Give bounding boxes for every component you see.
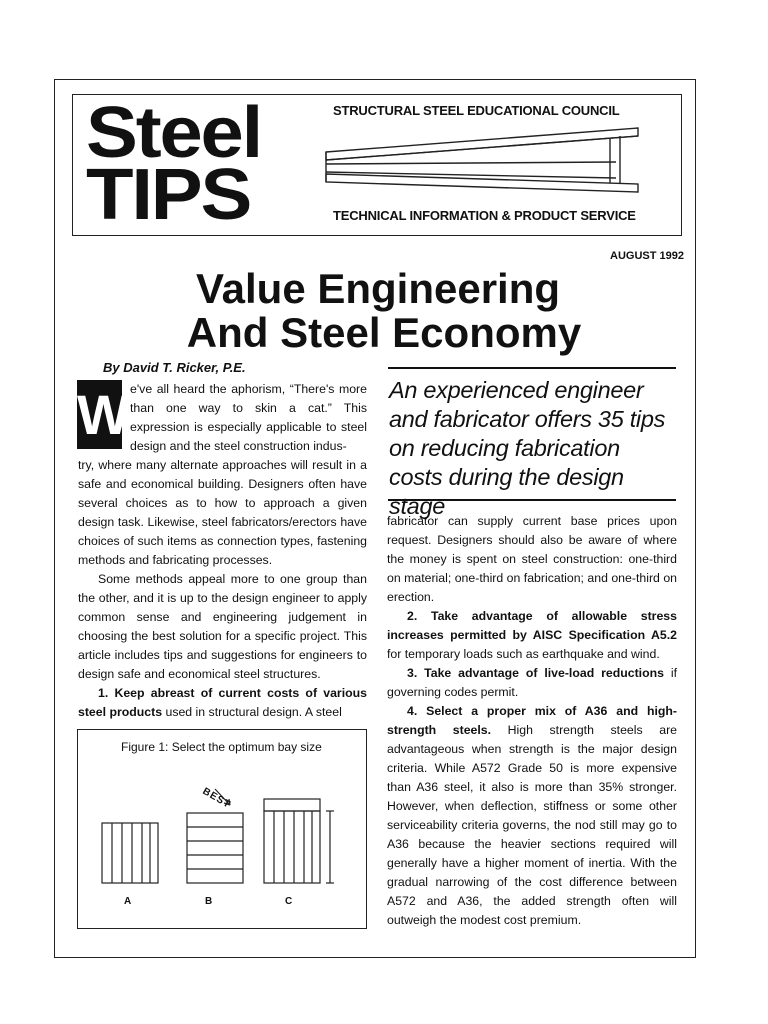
figure-label-a: A	[124, 896, 132, 907]
intro-paragraph-rest: try, where many alternate approaches will result in a safe and economical building. Designers often have several choices as to how to approach a given design task. Likewise, steel fabricators/erectors have choices of such items as connection types, fastening methods and fabricating processes.	[78, 458, 367, 567]
figure-label-c: C	[285, 896, 293, 907]
tip-2-heading: 2. Take advantage of allowable stress increases permitted by AISC Specification A5.2	[387, 609, 677, 642]
tip-1-text: used in structural design. A steel	[162, 705, 342, 719]
logo-tips: TIPS	[86, 155, 251, 235]
right-column	[387, 512, 677, 930]
tip-1	[78, 684, 367, 722]
i-beam-illustration	[320, 122, 640, 202]
pull-quote: An experienced engineer and fabricator offers 35 tips on reducing fabrication costs during the design stage	[389, 377, 666, 519]
tip-4-text: High strength steels are advantageous when strength is the major design criteria. While A572 Grade 50 is more expensive than A36 steel, it also is more than 35% stronger. However, when deflection, stiffness or some other serviceability criteria governs, the nod still may go to A36 because the heavier sections required will generally have a higher moment of inertia. With the gradual narrowing of the cost difference between A572 and A36, the added strength often will outweigh the modest cost premium.	[387, 723, 677, 927]
tech-info-label: TECHNICAL INFORMATION & PRODUCT SERVICE	[333, 208, 636, 223]
tip-4-heading: 4. Select a proper mix of A36 and high-strength steels.	[387, 704, 677, 737]
tip-3	[387, 664, 677, 702]
paragraph-2: Some methods appeal more to one group than the other, and it is up to the design engineer to apply common sense and engineering judgement in choosing the best solution for a specific project. This article includes tips and suggestions for engineers to design safe and economical steel structures.	[78, 572, 367, 681]
figure-caption: Figure 1: Select the optimum bay size	[121, 740, 322, 754]
tip-1-heading: 1. Keep abreast of current costs of various steel products	[78, 686, 367, 719]
pull-quote-rule-top	[388, 367, 676, 369]
pull-quote-rule-bottom	[388, 499, 676, 501]
bay-size-diagram	[90, 775, 360, 895]
title-line-2: And Steel Economy	[186, 309, 582, 356]
drop-cap: W	[77, 380, 122, 449]
council-name: STRUCTURAL STEEL EDUCATIONAL COUNCIL	[333, 103, 620, 118]
intro-paragraph-start: e've all heard the aphorism, “There's more than one way to skin a cat.” This expression is especially applicable to steel design and the steel construction indus-	[130, 382, 367, 453]
tip-1-continued: fabricator can supply current base prices upon request. Designers should also be aware of where the money is spent on steel construction: one-third on material; one-third on fabrication; and one-third on erection.	[387, 514, 677, 604]
left-column	[78, 456, 367, 722]
tip-3-heading: 3. Take advantage of live-load reductions	[407, 666, 664, 680]
tip-3-text: if governing codes permit.	[387, 666, 677, 699]
issue-date: AUGUST 1992	[610, 250, 684, 262]
tip-4	[387, 702, 677, 930]
tip-2-text: for temporary loads such as earthquake and wind.	[387, 647, 660, 661]
figure-label-b: B	[205, 896, 213, 907]
byline: By David T. Ricker, P.E.	[103, 360, 246, 375]
best-label: BEST	[200, 786, 233, 811]
title-line-1: Value Engineering	[195, 265, 561, 312]
tip-2	[387, 607, 677, 664]
intro-wrap-text	[130, 380, 367, 456]
logo-steel: Steel	[86, 93, 262, 173]
